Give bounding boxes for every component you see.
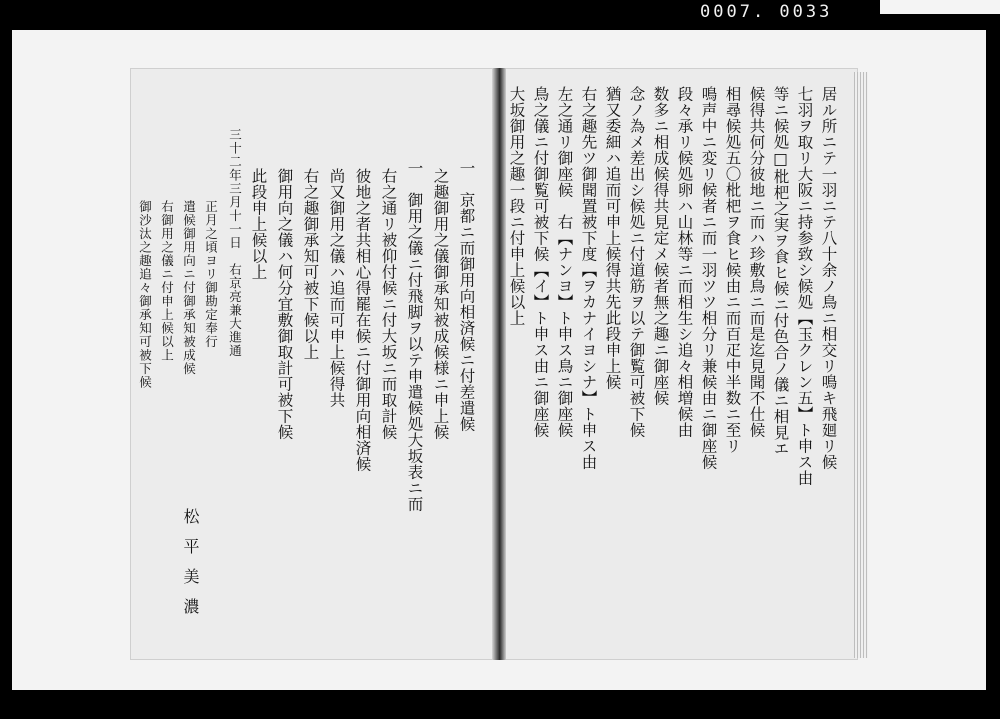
text-column: 七羽ヲ取リ大阪ニ持参致シ候処【玉クレン五】ト申ス由: [795, 86, 814, 486]
frame-number: 0007. 0033: [700, 2, 833, 22]
text-column: 三十二年三月十一日 右京亮兼大進通: [227, 128, 243, 358]
text-column: 数多ニ相成候得共見定メ候者無之趣ニ御座候: [651, 86, 670, 406]
text-column: 遣候御用向ニ付御承知被成候: [181, 200, 197, 376]
text-column: 右之趣御承知可被下候以上: [301, 168, 320, 360]
text-column: 段々承リ候処卵ハ山林等ニ而相生シ追々相増候由: [675, 86, 694, 438]
text-column: 尚又御用之儀ハ追而可申上候得共: [327, 168, 346, 408]
text-column: 鳴声中ニ変リ候者ニ而一羽ツツ相分リ兼候由ニ御座候: [699, 86, 718, 470]
text-column: 右之通リ被仰付候ニ付大坂ニ而取計候: [379, 168, 398, 440]
text-column: 相尋候処五〇枇杷ヲ食ヒ候由ニ而百疋中半数ニ至リ: [723, 86, 742, 454]
text-column: 左之通リ御座候 右【ナンヨ】ト申ス鳥ニ御座候: [555, 86, 574, 438]
film-edge-marker: [880, 0, 1000, 14]
text-column: 右御用之儀ニ付申上候以上: [159, 200, 175, 362]
text-column: 御用向之儀ハ何分宜敷御取計可被下候: [275, 168, 294, 440]
open-book: [120, 58, 890, 668]
text-column: 候得共何分彼地ニ而ハ珍敷鳥ニ而是迄見聞不仕候: [747, 86, 766, 438]
text-column: 之趣御用之儀御承知被成候様ニ申上候: [431, 168, 450, 440]
text-column: 正月之頃ヨリ御勘定奉行: [203, 200, 219, 349]
left-page: [130, 68, 498, 660]
text-column: 居ル所ニテ一羽ニテ八十余ノ鳥ニ相交リ鳴キ飛廻リ候: [819, 86, 838, 470]
right-page: [498, 68, 858, 660]
page-edges: [854, 72, 868, 658]
text-column: 御沙汰之趣追々御承知可被下候: [137, 200, 153, 389]
book-gutter: [492, 68, 506, 660]
text-column: 等ニ候処□枇杷之実ヲ食ヒ候ニ付色合ノ儀ニ相見エ: [771, 86, 790, 457]
text-column: 此段申上候以上: [249, 168, 268, 280]
text-column: 一 京都ニ而御用向相済候ニ付差遣候: [457, 160, 476, 432]
text-column: 鳥之儀ニ付御覧可被下候【イ】ト申ス由ニ御座候: [531, 86, 550, 438]
text-column: 彼地之者共相心得罷在候ニ付御用向相済候: [353, 168, 372, 472]
text-column: 大坂御用之趣一段ニ付申上候以上: [507, 86, 526, 326]
text-column: 松平美濃: [181, 508, 200, 628]
text-column: 念ノ為メ差出シ候処ニ付道筋ヲ以テ御覧可被下候: [627, 86, 646, 438]
text-column: 右之趣先ツ御聞置被下度【ヲカナイヨシナ】ト申ス由: [579, 86, 598, 470]
text-column: 猶又委細ハ追而可申上候得共先此段申上候: [603, 86, 622, 390]
text-column: 一 御用之儀ニ付飛脚ヲ以テ申遣候処大坂表ニ而: [405, 160, 424, 512]
